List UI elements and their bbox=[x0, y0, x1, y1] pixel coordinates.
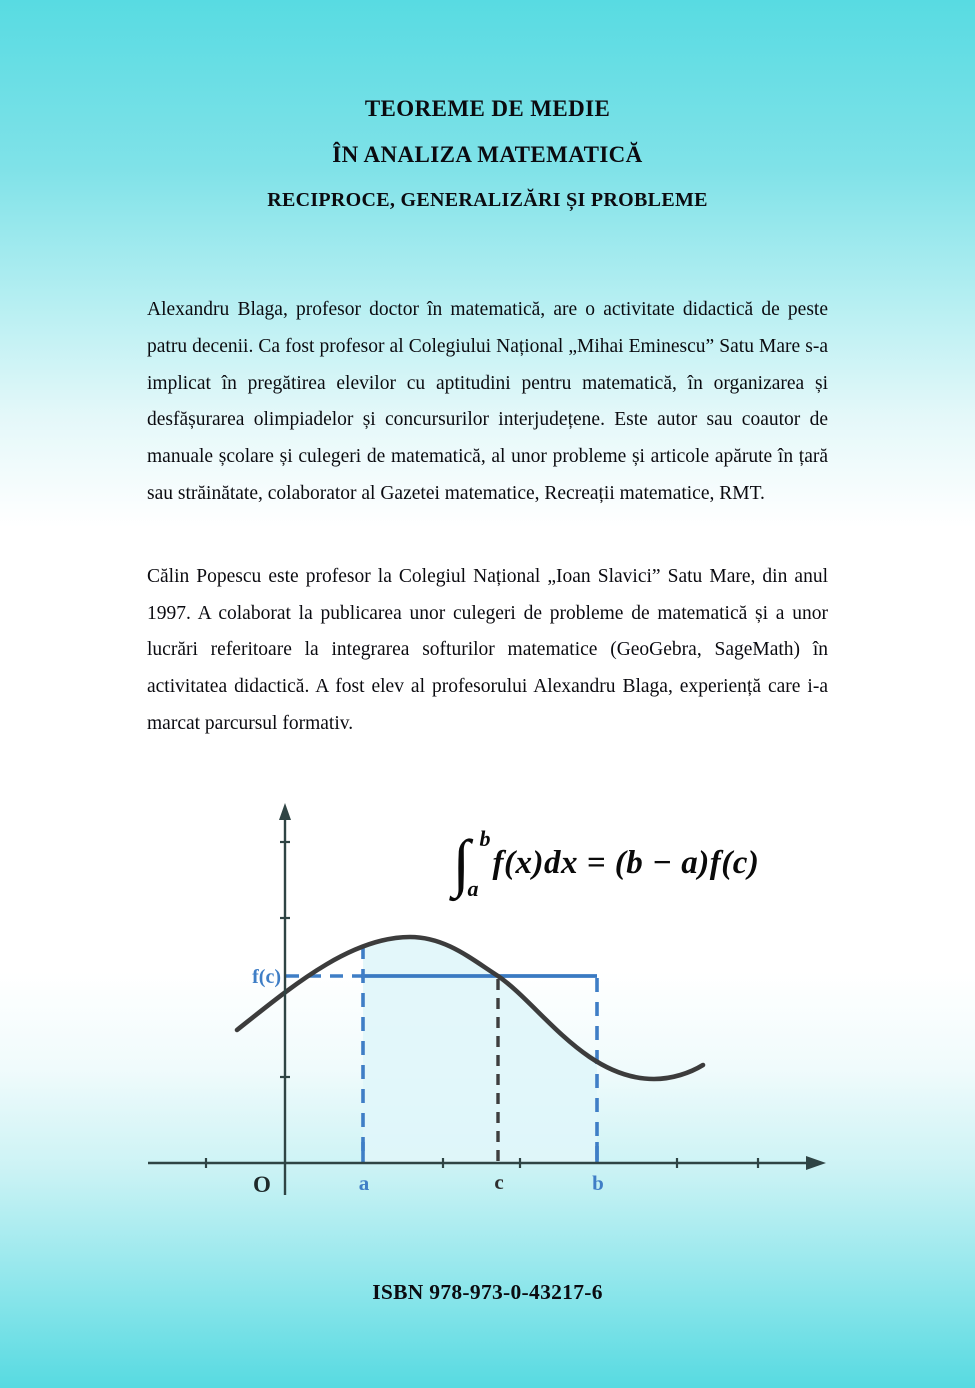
y-axis-arrow bbox=[279, 803, 291, 820]
paragraph-author-blaga: Alexandru Blaga, profesor doctor în matematică, are o activitate didactică de peste patru decenii. Ca fost profesor al Colegiului Național „Mihai Eminescu” Satu Mare s-a implicat în pregătirea elevilor cu aptitudini pentru matematică, în organizarea și desfășurarea olimpiadelor și concursurilor interjudețene. Este autor sau coautor de manuale școlare și culegeri de matematică, al unor probleme și articole apărute în țară sau străinătate, colaborator al Gazetei matematice, Recreații matematice, RMT. bbox=[147, 299, 828, 504]
title-subtitle: RECIPROCE, GENERALIZĂRI ȘI PROBLEME bbox=[267, 189, 708, 211]
paragraph-author-popescu: Călin Popescu este profesor la Colegiul Național „Ioan Slavici” Satu Mare, din anul 1997. A colaborat la publicarea unor culegeri de probleme de matematică și a unor lucrări referitoare la integrarea softurilor matematice (GeoGebra, SageMath) în activitatea didactică. A fost elev al profesorului Alexandru Blaga, experiență care i-a marcat parcursul formativ. bbox=[147, 565, 828, 734]
isbn: ISBN 978-973-0-43217-6 bbox=[372, 1280, 603, 1304]
title-line-2: ÎN ANALIZA MATEMATICĂ bbox=[332, 142, 643, 167]
integral-upper-bound: b bbox=[479, 826, 491, 851]
x-axis-arrow bbox=[806, 1156, 826, 1170]
integral-symbol: ∫ bbox=[452, 827, 470, 898]
title-line-1: TEOREME DE MEDIE bbox=[364, 96, 611, 121]
mean-value-formula bbox=[452, 827, 759, 899]
integral-bounds bbox=[467, 826, 491, 901]
shaded-area bbox=[363, 937, 597, 1162]
fc-label: f(c) bbox=[252, 966, 281, 988]
a-label: a bbox=[358, 1171, 370, 1195]
title-block bbox=[0, 0, 975, 222]
b-label: b bbox=[592, 1171, 604, 1195]
c-label: c bbox=[494, 1170, 504, 1194]
mean-value-theorem-figure bbox=[140, 795, 830, 1215]
integral-lower-bound: a bbox=[467, 876, 479, 901]
formula-expression: f(x)dx = (b − a)f(c) bbox=[492, 844, 760, 881]
origin-label: O bbox=[253, 1172, 271, 1197]
